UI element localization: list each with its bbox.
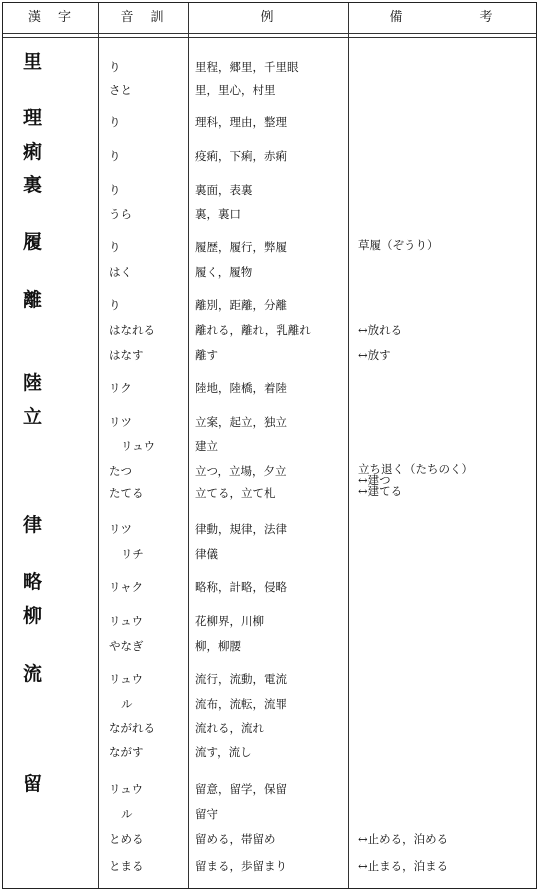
- reading: り: [109, 240, 121, 254]
- example: 離別，距離，分離: [195, 298, 287, 312]
- reading: たてる: [109, 486, 144, 500]
- column-divider: [188, 3, 189, 888]
- example: 律儀: [195, 547, 218, 561]
- reading: リチ: [121, 547, 144, 561]
- kanji-cell: 離: [23, 289, 43, 311]
- header-notes: 備 考: [389, 10, 495, 25]
- example: 建立: [195, 439, 218, 453]
- example: 留める，帯留め: [195, 832, 276, 846]
- example: 陸地，陸橋，着陸: [195, 381, 287, 395]
- kanji-cell: 立: [23, 406, 43, 428]
- reading: さと: [109, 83, 132, 97]
- kanji-reading-table: [2, 2, 537, 889]
- column-divider: [348, 3, 349, 888]
- reading: とまる: [109, 859, 144, 873]
- kanji-cell: 履: [23, 231, 43, 253]
- example: 留守: [195, 807, 218, 821]
- reading: り: [109, 298, 121, 312]
- reading: はく: [109, 265, 132, 279]
- reading: ル: [121, 697, 133, 711]
- kanji-cell: 痢: [23, 141, 43, 163]
- example: 履く，履物: [195, 265, 253, 279]
- reading: やなぎ: [109, 639, 144, 653]
- note: 立ち退く（たちのく）: [358, 462, 473, 476]
- example: 留意，留学，保留: [195, 782, 287, 796]
- reading: リャク: [109, 580, 144, 594]
- reading: うら: [109, 207, 132, 221]
- reading: り: [109, 115, 121, 129]
- note: ↔止まる，泊まる: [358, 859, 449, 873]
- kanji-cell: 律: [23, 514, 43, 536]
- note: ↔放れる: [358, 323, 403, 337]
- reading: リュウ: [109, 782, 144, 796]
- example: 離れる，離れ，乳離れ: [195, 323, 311, 337]
- example: 留まる，歩留まり: [195, 859, 287, 873]
- header-example: 例: [260, 10, 276, 25]
- example: 律動，規律，法律: [195, 522, 287, 536]
- note: ↔建つ: [358, 473, 391, 487]
- reading: たつ: [109, 464, 132, 478]
- reading: ながす: [109, 745, 144, 759]
- example: 流布，流転，流罪: [195, 697, 287, 711]
- header-divider: [3, 33, 536, 34]
- reading: はなす: [109, 348, 144, 362]
- reading: り: [109, 183, 121, 197]
- note: ↔建てる: [358, 484, 403, 498]
- reading: リク: [109, 381, 132, 395]
- example: 立案，起立，独立: [195, 415, 287, 429]
- note: ↔止める，泊める: [358, 832, 449, 846]
- example: 柳，柳腰: [195, 639, 241, 653]
- kanji-cell: 理: [23, 107, 43, 129]
- kanji-cell: 留: [23, 773, 43, 795]
- note: 草履（ぞうり）: [358, 238, 439, 252]
- example: 流す，流し: [195, 745, 252, 759]
- example: 花柳界，川柳: [195, 614, 264, 628]
- kanji-cell: 陸: [23, 372, 43, 394]
- reading: ル: [121, 807, 133, 821]
- example: 流れる，流れ: [195, 721, 264, 735]
- header-divider: [3, 37, 536, 38]
- reading: り: [109, 60, 121, 74]
- header-kanji: 漢 字: [27, 10, 73, 25]
- column-divider: [98, 3, 99, 888]
- reading: はなれる: [109, 323, 155, 337]
- kanji-cell: 略: [23, 571, 43, 593]
- example: 理科，理由，整理: [195, 115, 287, 129]
- reading: ながれる: [109, 721, 155, 735]
- example: 疫痢，下痢，赤痢: [195, 149, 287, 163]
- example: 裏面，表裏: [195, 183, 253, 197]
- example: 略称，計略，侵略: [195, 580, 287, 594]
- reading: リュウ: [121, 439, 156, 453]
- example: 里，里心，村里: [195, 83, 276, 97]
- reading: リュウ: [109, 614, 144, 628]
- kanji-cell: 流: [23, 663, 43, 685]
- example: 立てる，立て札: [195, 486, 276, 500]
- example: 裏，裏口: [195, 207, 241, 221]
- kanji-cell: 裏: [23, 174, 43, 196]
- example: 里程，郷里，千里眼: [195, 60, 299, 74]
- note: ↔放す: [358, 348, 391, 362]
- example: 履歴，履行，弊履: [195, 240, 287, 254]
- reading: リツ: [109, 522, 132, 536]
- kanji-cell: 柳: [23, 605, 43, 627]
- example: 流行，流動，電流: [195, 672, 287, 686]
- reading: リツ: [109, 415, 132, 429]
- reading: り: [109, 149, 121, 163]
- example: 離す: [195, 348, 218, 362]
- kanji-cell: 里: [23, 51, 43, 73]
- example: 立つ，立場，夕立: [195, 464, 287, 478]
- header-onkun: 音 訓: [120, 10, 166, 25]
- reading: リュウ: [109, 672, 144, 686]
- reading: とめる: [109, 832, 144, 846]
